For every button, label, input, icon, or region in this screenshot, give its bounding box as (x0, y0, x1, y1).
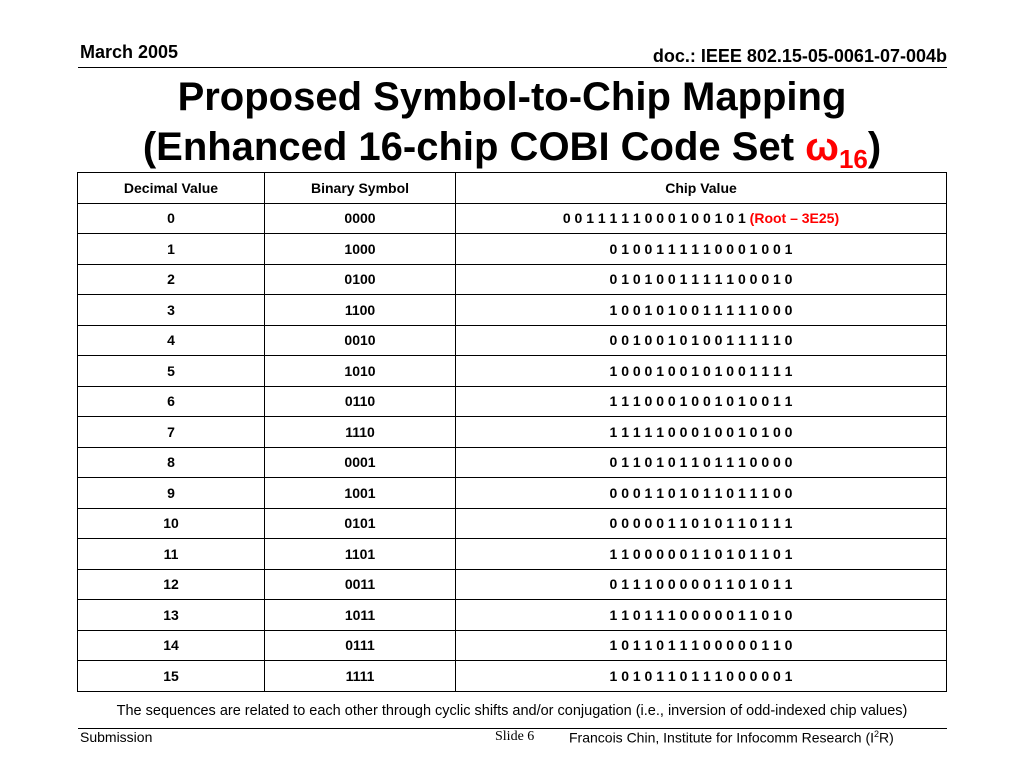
table-body (78, 203, 947, 691)
table-row (78, 264, 947, 295)
cell-binary: 0011 (265, 569, 456, 600)
cell-binary: 1100 (265, 295, 456, 326)
title-line-2-suffix: ) (867, 125, 882, 169)
symbol-to-chip-table (77, 172, 947, 692)
table-row (78, 539, 947, 570)
cell-decimal: 14 (78, 630, 265, 661)
cell-chip (456, 600, 947, 631)
column-header-binary: Binary Symbol (265, 173, 456, 204)
cell-chip (456, 569, 947, 600)
chip-value: 0 1 0 0 1 1 1 1 1 0 0 0 1 0 0 1 (609, 240, 793, 257)
chip-value: 0 1 1 1 0 0 0 0 0 1 1 0 1 0 1 1 (609, 576, 793, 593)
cell-decimal: 6 (78, 386, 265, 417)
cell-chip (456, 630, 947, 661)
cell-binary: 1000 (265, 234, 456, 265)
cell-binary: 1001 (265, 478, 456, 509)
cell-binary: 0110 (265, 386, 456, 417)
cell-decimal: 11 (78, 539, 265, 570)
header-date: March 2005 (80, 42, 179, 62)
cell-binary: 1011 (265, 600, 456, 631)
header-doc-id: doc.: IEEE 802.15-05-0061-07-004b (652, 46, 947, 66)
cell-binary: 1110 (265, 417, 456, 448)
footer-author-prefix: Francois Chin, Institute for Infocomm Research (I (569, 729, 874, 746)
table-row (78, 661, 947, 692)
table-row (78, 447, 947, 478)
chip-value: 0 0 0 0 0 1 1 0 1 0 1 1 0 1 1 1 (609, 515, 793, 532)
cell-chip (456, 386, 947, 417)
chip-value: 1 0 0 1 0 1 0 0 1 1 1 1 1 0 0 0 (609, 301, 793, 318)
cell-binary: 0100 (265, 264, 456, 295)
table-row (78, 386, 947, 417)
cell-binary: 0010 (265, 325, 456, 356)
cell-binary: 0001 (265, 447, 456, 478)
cell-decimal: 5 (78, 356, 265, 387)
table-row (78, 600, 947, 631)
cell-chip (456, 508, 947, 539)
chip-value: 0 1 1 0 1 0 1 1 0 1 1 1 0 0 0 0 (609, 454, 793, 471)
cell-chip (456, 295, 947, 326)
cell-decimal: 7 (78, 417, 265, 448)
footer-author-sup: 2 (874, 729, 880, 739)
chip-value: 1 1 1 1 1 0 0 0 1 0 0 1 0 1 0 0 (609, 423, 793, 440)
cell-binary: 0101 (265, 508, 456, 539)
chip-value: 1 0 1 0 1 1 0 1 1 1 0 0 0 0 0 1 (609, 667, 793, 684)
table-row (78, 417, 947, 448)
chip-value: 1 1 0 0 0 0 0 1 1 0 1 0 1 1 0 1 (609, 545, 793, 562)
footer-submission: Submission (80, 729, 153, 745)
table-row (78, 630, 947, 661)
root-note: (Root – 3E25) (749, 210, 840, 227)
cell-chip (456, 539, 947, 570)
cell-chip (456, 661, 947, 692)
cell-decimal: 10 (78, 508, 265, 539)
cell-chip (456, 478, 947, 509)
cell-chip (456, 447, 947, 478)
cell-chip (456, 234, 947, 265)
cell-decimal: 2 (78, 264, 265, 295)
table-header-row (78, 173, 947, 204)
cell-chip (456, 417, 947, 448)
footer-author (569, 729, 894, 746)
slide-title (0, 72, 1024, 184)
chip-value: 0 0 1 0 0 1 0 1 0 0 1 1 1 1 1 0 (609, 332, 793, 349)
table-row (78, 234, 947, 265)
column-header-chip: Chip Value (456, 173, 947, 204)
footer-slide-number: Slide 6 (495, 729, 535, 744)
title-line-1: Proposed Symbol-to-Chip Mapping (177, 75, 847, 119)
caption-text: The sequences are related to each other through cyclic shifts and/or conjugation (i.e., inversion of odd-indexed chip values) (116, 703, 908, 719)
cell-binary: 0111 (265, 630, 456, 661)
cell-binary: 1101 (265, 539, 456, 570)
cell-decimal: 0 (78, 203, 265, 234)
chip-value: 0 0 0 1 1 0 1 0 1 1 0 1 1 1 0 0 (609, 484, 793, 501)
cell-chip (456, 356, 947, 387)
table-row (78, 356, 947, 387)
header-divider (78, 67, 947, 68)
cell-binary: 0000 (265, 203, 456, 234)
cell-decimal: 15 (78, 661, 265, 692)
table-row (78, 569, 947, 600)
title-line-2-prefix: (Enhanced 16-chip COBI Code Set (142, 125, 806, 169)
chip-value: 1 1 1 0 0 0 1 0 0 1 0 1 0 0 1 1 (609, 393, 793, 410)
table-row (78, 478, 947, 509)
chip-value: 0 1 0 1 0 0 1 1 1 1 1 0 0 0 1 0 (609, 271, 793, 288)
chip-value: 0 0 1 1 1 1 1 0 0 0 1 0 0 1 0 1 (562, 210, 746, 227)
cell-chip (456, 325, 947, 356)
cell-decimal: 8 (78, 447, 265, 478)
cell-chip (456, 264, 947, 295)
footer-author-suffix: R) (879, 729, 894, 746)
cell-decimal: 1 (78, 234, 265, 265)
table-row (78, 325, 947, 356)
cell-decimal: 9 (78, 478, 265, 509)
omega-symbol (805, 125, 868, 174)
omega-subscript: 16 (838, 144, 868, 174)
table-row (78, 508, 947, 539)
chip-value: 1 0 1 1 0 1 1 1 0 0 0 0 0 1 1 0 (609, 637, 793, 654)
cell-decimal: 13 (78, 600, 265, 631)
table-row (78, 203, 947, 234)
cell-binary: 1010 (265, 356, 456, 387)
cell-decimal: 12 (78, 569, 265, 600)
column-header-decimal: Decimal Value (78, 173, 265, 204)
table-row (78, 295, 947, 326)
cell-binary: 1111 (265, 661, 456, 692)
cell-decimal: 3 (78, 295, 265, 326)
cell-chip (456, 203, 947, 234)
omega-letter: ω (805, 125, 839, 169)
chip-value: 1 0 0 0 1 0 0 1 0 1 0 0 1 1 1 1 (609, 362, 793, 379)
chip-value: 1 1 0 1 1 1 0 0 0 0 0 1 1 0 1 0 (609, 606, 793, 623)
cell-decimal: 4 (78, 325, 265, 356)
